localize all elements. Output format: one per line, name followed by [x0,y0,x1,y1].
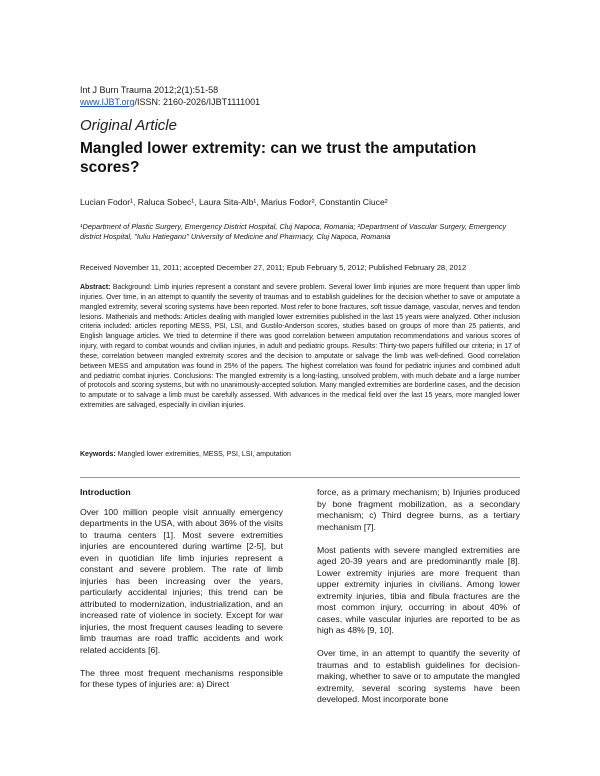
body-paragraph: force, as a primary mechanism; b) Injuries produced by bone fragment mobilization, as a secondary mechanism; c) Third degree burns, as a tertiary mechanism [7]. [317,487,520,532]
body-paragraph: Over 100 million people visit annually emergency departments in the USA, with about 36% of the visits to trauma centers [1]. Most severe extremities injuries are encountered during wartime [2-5], but even in quotidian life limb injuries represent a constant and severe problem. The rate of limb injuries has been increasing over the years, particularly accidental injuries; this trend can be attributed to modernization, industrialization, and an increased rate of violence in society. Except for war injuries, the most frequent causes leading to severe limb traumas are road traffic accidents and work related accidents [6]. [80,506,283,655]
keywords-text: Mangled lower extremities, MESS, PSI, LSI, amputation [117,451,291,458]
abstract-text: Background: Limb injuries represent a constant and severe problem. Several lower limb injuries are more frequent than upper limb injuries. Over time, in an attempt to quantify the severity of traumas and to establish guidelines for the decision whether to save or amputate a mangled extremity, several scoring systems have been reported. Most refer to bone fractures, soft tissue damage, vascular, nerves and tendon lesions. Matherials and methods: Articles dealing with mangled lower extremities published in the last 15 years were analyzed. Other inclusion criteria included: articles reporting MESS, PSI, LSI, and Gustilo-Anderson scores, studies based on groups of more than 25 patients, and English language articles. We tried to determine if there was good correlation between amputation recommendations and various scores of injury, with regard to combat wounds and civilian injuries, in adult and pediatric groups. Results: Thirty-two papers fulfilled our criteria; in 17 of these, correlation between mangled extremity scores and the decision to amputate or salvage the limb was well-defined. Good correlation between MESS and amputation was found in 25% of the papers. The highest correlation was found for pediatric injuries and combined adult and pediatric combat injuries. Conclusions: The mangled extremity is a long-lasting, unsolved problem, with much debate and a large number of protocols and scoring systems, but with no unanimously-accepted solution. Many mangled extremities are borderline cases, and the decision to amputate or to salvage a limb must be carefully assessed. With advances in the medical field over the last 15 years, more mangled lower extremities are salvaged, especially in civilian injuries. [80,284,520,410]
body-column-left [80,487,283,702]
journal-url-link[interactable]: www.IJBT.org [80,97,135,107]
keywords [80,451,291,458]
body-paragraph: Over time, in an attempt to quantify the severity of traumas and to establish guidelines for decision-making, whether to save or to amputate the mangled extremity, several scoring systems have been developed. Most incorporate bone [317,648,520,704]
keywords-label: Keywords: [80,451,116,458]
intro-heading: Introduction [80,487,131,497]
abstract [80,283,520,411]
body-column-right [317,487,520,717]
journal-header [80,84,260,108]
article-title: Mangled lower extremity: can we trust the amputation scores? [80,140,477,176]
body-paragraph: Most patients with severe mangled extremities are aged 20-39 years and are predominantly male [8]. Lower extremity injuries are more frequent than upper extremity injuries in civilians. Among lower extremity injuries, tibia and fibula fractures are the most common injury, occurring in about 40% of cases, while vascular injuries are reported to be as high as 48% [9, 10]. [317,544,520,635]
body-paragraph: The three most frequent mechanisms responsible for these types of injuries are: a) Direct [80,667,283,689]
publication-dates: Received November 11, 2011; accepted December 27, 2011; Epub February 5, 2012; Published February 28, 2012 [80,263,467,272]
journal-citation: Int J Burn Trauma 2012;2(1):51-58 [80,85,219,95]
section-divider [80,477,520,478]
journal-issn: /ISSN: 2160-2026/IJBT1111001 [134,97,261,107]
affiliations: ¹Department of Plastic Surgery, Emergency District Hospital, Cluj Napoca, Romania; ²Department of Vascular Surgery, Emergency district Hospital, "Iuliu Hatieganu" University of Medicine and Pharmacy, Cluj Napoca, Romania [80,222,507,241]
section-label: Original Article [80,117,177,134]
author-list: Lucian Fodor¹, Raluca Sobec¹, Laura Sita-Alb¹, Marius Fodor², Constantin Ciuce² [80,197,388,207]
abstract-label: Abstract: [80,284,111,291]
journal-url-line [80,96,260,108]
